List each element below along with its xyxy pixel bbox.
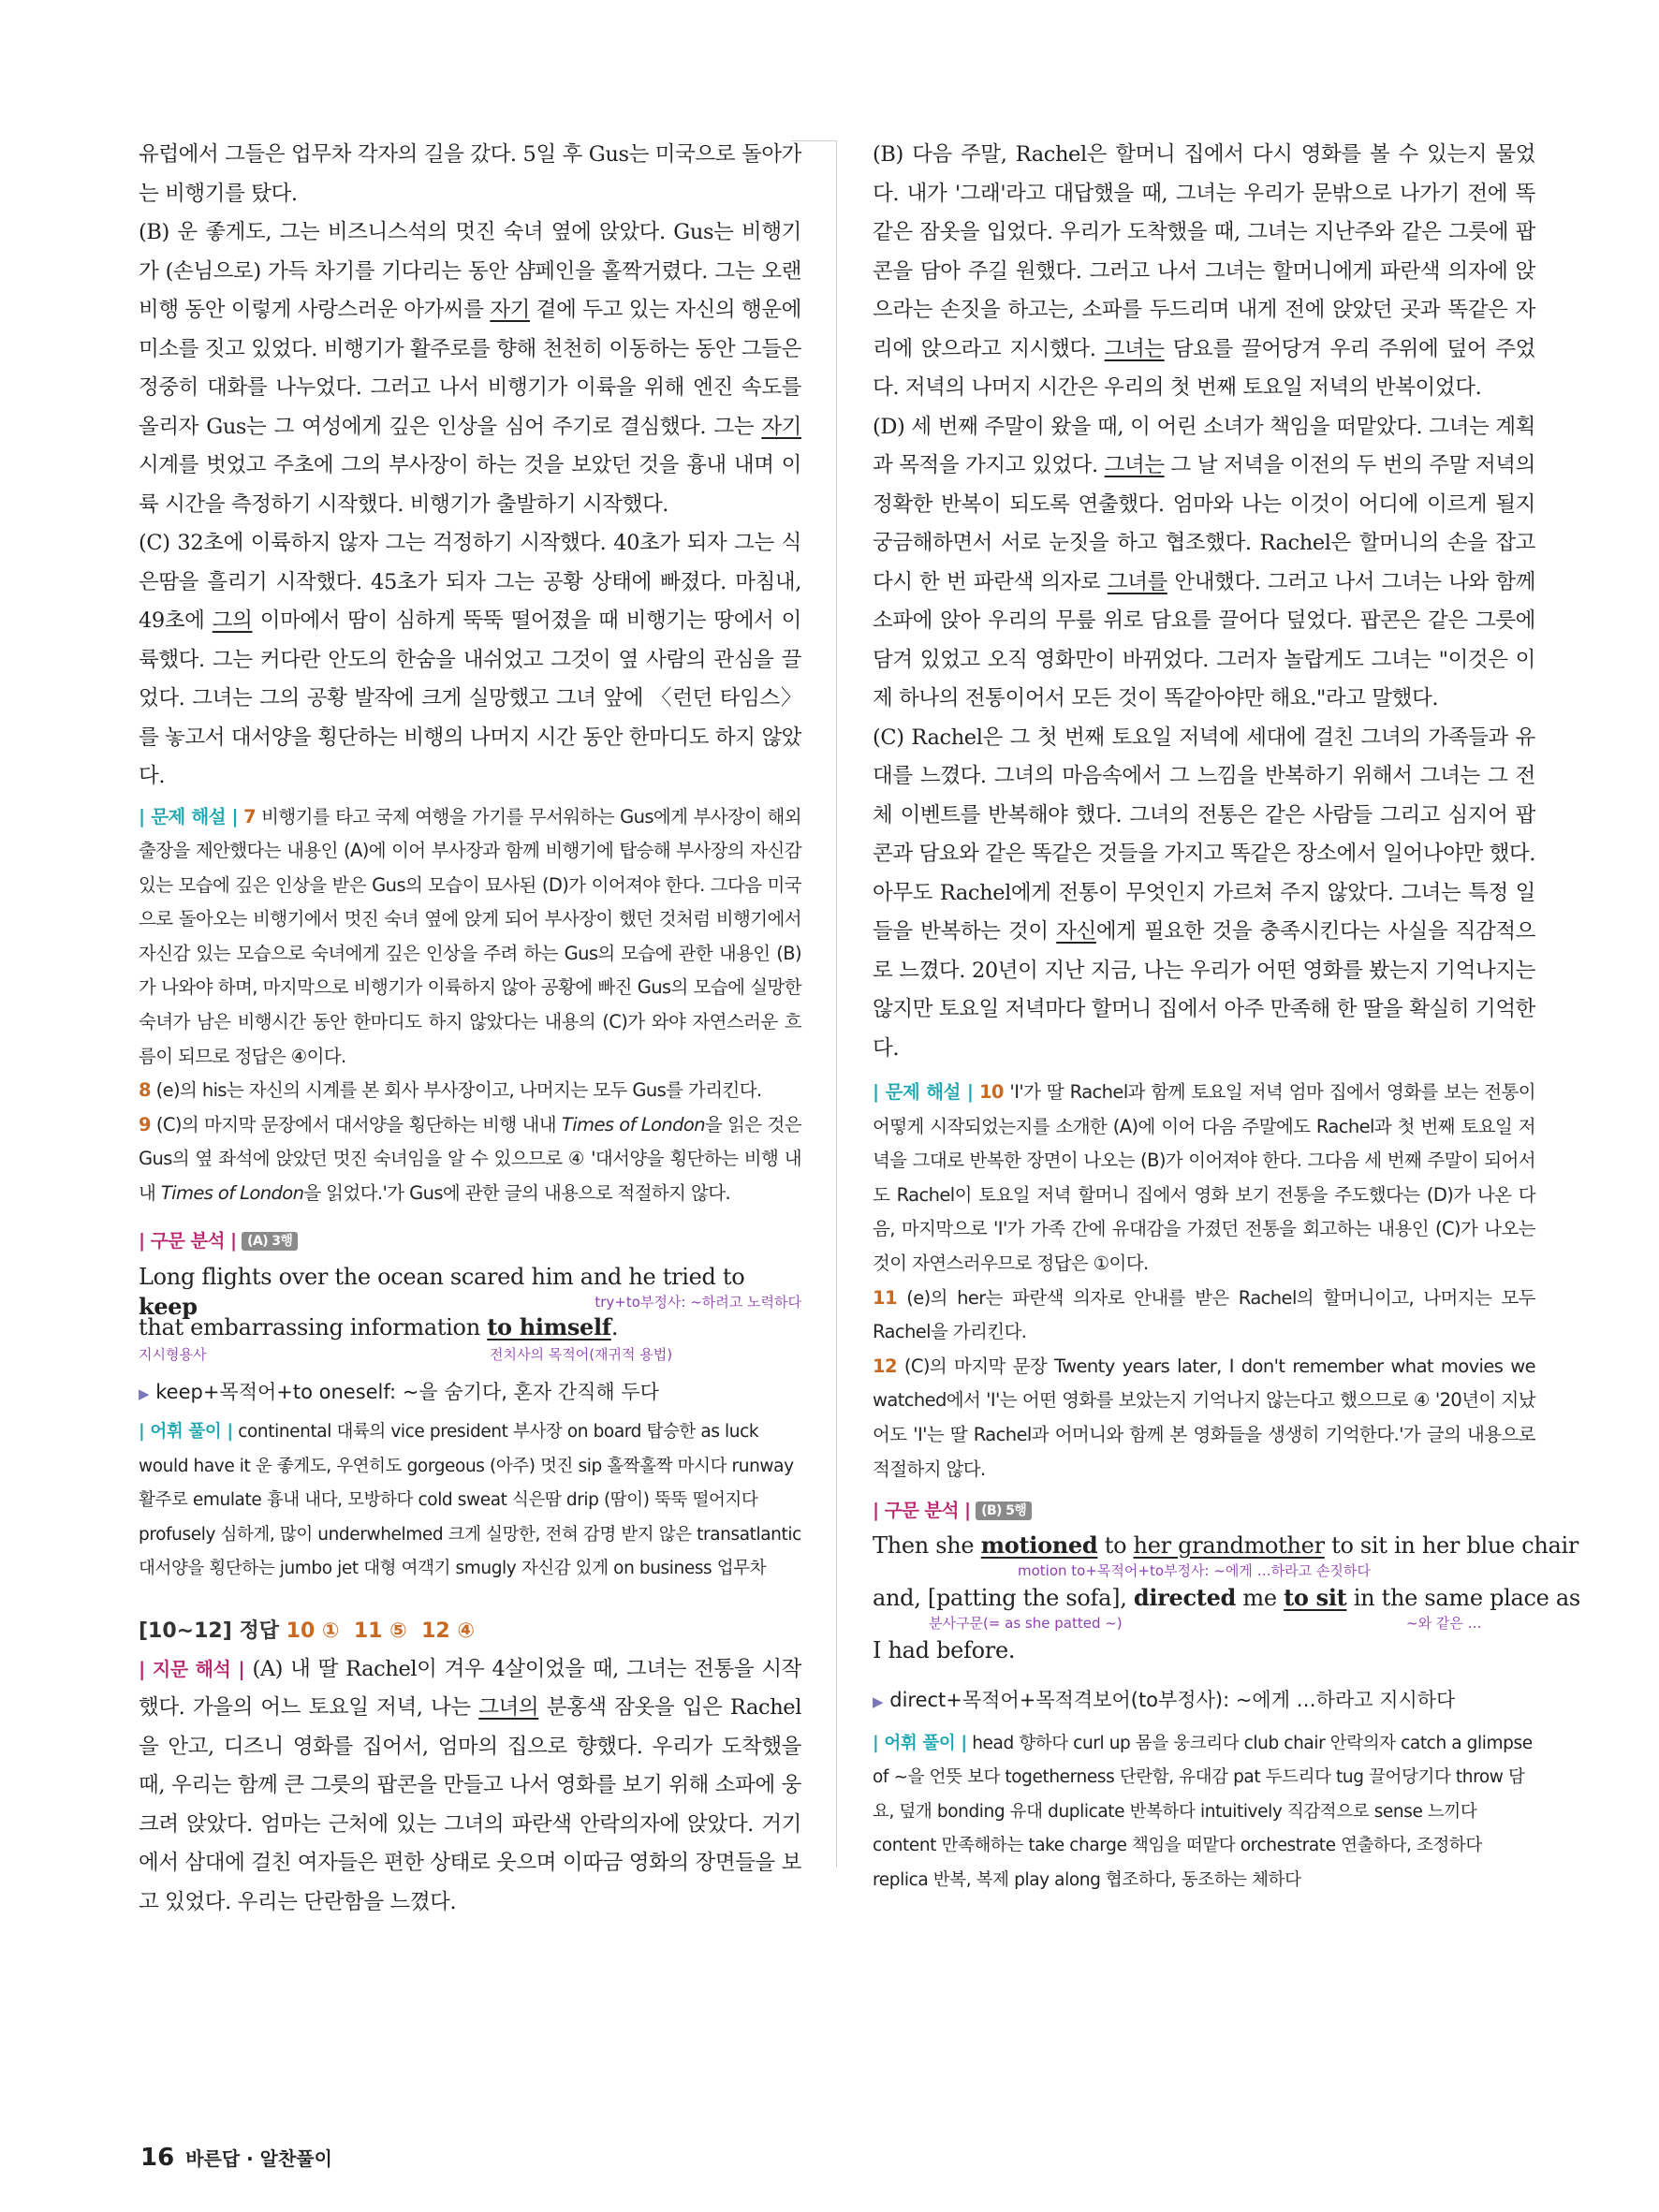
explanation-8: 8 (e)의 his는 자신의 시계를 본 회사 부사장이고, 나머지는 모두 Gus를 가리킨다. <box>139 1079 762 1102</box>
syntax-example <box>139 1258 801 1370</box>
explanation-7: | 문제 해설 | 7 비행기를 타고 국제 여행을 가기를 무서워하는 Gus에게 부사장이 해외 출장을 제안했다는 내용인 (A)에 이어 부사장과 함께 비행기에 탑승해 부사장의 자신감 있는 모습에 깊은 인상을 받은 Gus의 모습이 묘사된 (D)가 이어져야 한다. 그다음 미국으로 돌아오는 비행기에서 멋진 숙녀 옆에 앉게 되어 부사장이 했던 것처럼 비행기에서 자신감 있는 모습으로 숙녀에게 깊은 인상을 주려 하는 Gus의 모습에 관한 내용인 (B)가 나와야 하며, 마지막으로 비행기가 이륙하지 않아 공황에 빠진 Gus의 모습에 실망한 숙녀가 남은 비행시간 동안 한마디도 하지 않았다는 내용의 (C)가 와야 자연스러운 흐름이 되므로 정답은 ④이다. <box>139 805 801 1067</box>
page-number: 16 <box>140 2144 175 2172</box>
syntax-rule: ▶ keep+목적어+to oneself: ~을 숨기다, 혼자 간직해 두다 <box>139 1381 659 1404</box>
syntax-annotation: motion to+목적어+to부정사: ~에게 …하라고 손짓하다 <box>1018 1561 1371 1579</box>
left-column <box>139 136 801 1922</box>
syntax-heading: | 구문 분석 | (A) 3행 <box>139 1224 801 1259</box>
syntax-annotation: 전치사의 목적어(재귀적 용법) <box>490 1346 673 1364</box>
translation-paragraph-d: (D) 세 번째 주말이 왔을 때, 이 어린 소녀가 책임을 떠맡았다. 그녀는 계획과 목적을 가지고 있었다. 그녀는 그 날 저녁을 이전의 두 번의 주말 저녁의 정확한 반복이 되도록 연출했다. 엄마와 나는 이것이 어디에 이르게 될지 궁금해하면서 서로 눈짓을 하고 협조했다. Rachel은 할머니의 손을 잡고 다시 한 번 파란색 의자로 그녀를 안내했다. 그러고 나서 그녀는 나와 함께 소파에 앉아 우리의 무릎 위로 담요를 끌어다 덮었다. 팝콘은 같은 그릇에 담겨 있었고 오직 영화만이 바뀌었다. 그러자 놀랍게도 그녀는 "이것은 이제 하나의 전통이어서 모든 것이 똑같아야만 해요."라고 말했다. <box>873 414 1535 710</box>
book-title: 바른답 · 알찬풀이 <box>185 2147 332 2170</box>
triangle-right-icon: ▶ <box>873 1692 884 1710</box>
page-footer <box>140 2144 332 2172</box>
column-divider <box>836 140 837 1868</box>
line-badge: (A) 3행 <box>242 1232 298 1251</box>
syntax-heading: | 구문 분석 | (B) 5행 <box>873 1494 1535 1529</box>
syntax-rule: ▶ direct+목적어+목적격보어(to부정사): ~에게 …하라고 지시하다 <box>873 1688 1456 1711</box>
translation-paragraph-c: (C) Rachel은 그 첫 번째 토요일 저녁에 세대에 걸친 그녀의 가족들과 유대를 느꼈다. 그녀의 마음속에서 그 느낌을 반복하기 위해서 그녀는 그 전체 이벤트를 반복해야 했다. 그녀의 전통은 같은 사람들 그리고 심지어 팝콘과 담요와 같은 똑같은 것들을 가지고 똑같은 장소에서 일어나야만 했다. 아무도 Rachel에게 전통이 무엇인지 가르쳐 주지 않았다. 그녀는 특정 일들을 반복하는 것이 자신에게 필요한 것을 충족시킨다는 사실을 직감적으로 느꼈다. 20년이 지난 지금, 나는 우리가 어떤 영화를 봤는지 기억나지는 않지만 토요일 저녁마다 할머니 집에서 아주 만족해 한 딸을 확실히 기억한다. <box>873 725 1536 1061</box>
explanation-12: 12 (C)의 마지막 문장 Twenty years later, I don't remember what movies we watched에서 'I'는 어떤 영화를 보았는지 기억나지 않는다고 했으므로 ④ '20년이 지났어도 'I'는 딸 Rachel과 어머니와 함께 본 영화들을 생생히 기억한다.'가 글의 내용으로 적절하지 않다. <box>873 1355 1535 1480</box>
syntax-annotation: ~와 같은 … <box>1406 1614 1482 1632</box>
syntax-line-2: and, [patting the sofa], directed me to sit in the same place as <box>873 1583 1580 1611</box>
syntax-annotation: try+to부정사: ~하려고 노력하다 <box>595 1294 801 1311</box>
syntax-example <box>873 1529 1580 1678</box>
translation-paragraph-a: | 지문 해석 | (A) 내 딸 Rachel이 겨우 4살이었을 때, 그녀는 전통을 시작했다. 가을의 어느 토요일 저녁, 나는 그녀의 분홍색 잠옷을 입은 Rachel을 안고, 디즈니 영화를 집어서, 엄마의 집으로 향했다. 우리가 도착했을 때, 우리는 함께 큰 그릇의 팝콘을 만들고 나서 영화를 보기 위해 소파에 웅크려 앉았다. 엄마는 근처에 있는 그녀의 파란색 안락의자에 앉았다. 거기에서 삼대에 걸친 여자들은 편한 상태로 웃으며 이따금 영화의 장면들을 보고 있었다. 우리는 단란함을 느꼈다. <box>139 1656 801 1914</box>
triangle-right-icon: ▶ <box>139 1385 150 1403</box>
translation-paragraph-b: (B) 다음 주말, Rachel은 할머니 집에서 다시 영화를 볼 수 있는지 물었다. 내가 '그래'라고 대답했을 때, 그녀는 우리가 문밖으로 나가기 전에 똑같은 잠옷을 입었다. 우리가 도착했을 때, 그녀는 지난주와 같은 그릇에 팝콘을 담아 주길 원했다. 그러고 나서 그녀는 할머니에게 파란색 의자에 앉으라는 손짓을 하고는, 소파를 두드리며 내게 전에 앉았던 곳과 똑같은 자리에 앉으라고 지시했다. 그녀는 담요를 끌어당겨 우리 주위에 덮어 주었다. 저녁의 나머지 시간은 우리의 첫 번째 토요일 저녁의 반복이었다. <box>873 142 1535 400</box>
vocabulary: | 어휘 풀이 | head 향하다 curl up 몸을 웅크리다 club chair 안락의자 catch a glimpse of ~을 언뜻 보다 togetherness 단란함, 유대감 pat 두드리다 tug 끌어당기다 throw 담요, 덮개 bonding 유대 duplicate 반복하다 intuitively 직감적으로 sense 느끼다 content 만족해하는 take charge 책임을 떠맡다 orchestrate 연출하다, 조정하다 replica 반복, 복제 play along 협조하다, 동조하는 체하다 <box>873 1733 1533 1890</box>
translation-paragraph-c: (C) 32초에 이륙하지 않자 그는 걱정하기 시작했다. 40초가 되자 그는 식은땀을 흘리기 시작했다. 45초가 되자 그는 공황 상태에 빠졌다. 마침내, 49초에 그의 이마에서 땀이 심하게 뚝뚝 떨어졌을 때 비행기는 땅에서 이륙했다. 그는 커다란 안도의 한숨을 내쉬었고 그것이 옆 사람의 관심을 끌었다. 그녀는 그의 공황 발작에 크게 실망했고 그녀 앞에 〈런던 타임스〉를 놓고서 대서양을 횡단하는 비행의 나머지 시간 동안 한마디도 하지 않았다. <box>139 531 801 788</box>
right-column <box>873 136 1580 1897</box>
syntax-line-2: that embarrassing information to himself. <box>139 1313 619 1341</box>
explanation-label: | 문제 해설 | <box>139 805 238 828</box>
syntax-annotation: 지시형용사 <box>139 1346 207 1364</box>
explanation-11: 11 (e)의 her는 파란색 의자로 안내를 받은 Rachel의 할머니이고, 나머지는 모두 Rachel을 가리킨다. <box>873 1286 1535 1343</box>
explanation-9: 9 (C)의 마지막 문장에서 대서양을 횡단하는 비행 내내 Times of London을 읽은 것은 Gus의 옆 좌석에 앉았던 멋진 숙녀임을 알 수 있으므로 ④ '대서양을 횡단하는 비행 내내 Times of London을 읽었다.'가 Gus에 관한 글의 내용으로 적절하지 않다. <box>139 1113 801 1205</box>
translation-paragraph: 유럽에서 그들은 업무차 각자의 길을 갔다. 5일 후 Gus는 미국으로 돌아가는 비행기를 탔다. <box>139 142 801 206</box>
answer-key: [10~12] 정답 10 ① 11 ⑤ 12 ④ <box>139 1619 476 1643</box>
vocabulary: | 어휘 풀이 | continental 대륙의 vice president 부사장 on board 탑승한 as luck would have it 운 좋게도, 우연히도 gorgeous (아주) 멋진 sip 홀짝홀짝 마시다 runway 활주로 emulate 흉내 내다, 모방하다 cold sweat 식은땀 drip (땀이) 뚝뚝 떨어지다 profusely 심하게, 많이 underwhelmed 크게 실망한, 전혀 감명 받지 않은 transatlantic 대서양을 횡단하는 jumbo jet 대형 여객기 smugly 자신감 있게 on business 업무차 <box>139 1422 801 1579</box>
syntax-line-1: Long flights over the ocean scared him and he tried to keep <box>139 1264 745 1321</box>
explanation-10: | 문제 해설 | 10 'I'가 딸 Rachel과 함께 토요일 저녁 엄마 집에서 영화를 보는 전통이 어떻게 시작되었는지를 소개한 (A)에 이어 다음 주말에도 Rachel과 첫 번째 토요일 저녁을 그대로 반복한 장면이 나오는 (B)가 이어져야 한다. 그다음 세 번째 주말이 되어서도 Rachel이 토요일 저녁 할머니 집에서 영화 보기 전통을 주도했다는 (D)가 나온 다음, 마지막으로 'I'가 가족 간에 유대감을 가졌던 전통을 회고하는 내용인 (C)가 나오는 것이 자연스러우므로 정답은 ①이다. <box>873 1081 1535 1274</box>
translation-paragraph-b: (B) 운 좋게도, 그는 비즈니스석의 멋진 숙녀 옆에 앉았다. Gus는 비행기가 (손님으로) 가득 차기를 기다리는 동안 샴페인을 홀짝거렸다. 그는 오랜 비행 동안 이렇게 사랑스러운 아가씨를 자기 곁에 두고 있는 자신의 행운에 미소를 짓고 있었다. 비행기가 활주로를 향해 천천히 이동하는 동안 그들은 정중히 대화를 나누었다. 그러고 나서 비행기가 이륙을 위해 엔진 속도를 올리자 Gus는 그 여성에게 깊은 인상을 심어 주기로 결심했다. 그는 자기 시계를 벗었고 주초에 그의 부사장이 하는 것을 보았던 것을 흉내 내며 이륙 시간을 측정하기 시작했다. 비행기가 출발하기 시작했다. <box>139 220 802 517</box>
syntax-line-1: Then she motioned to her grandmother to sit in her blue chair <box>873 1531 1579 1559</box>
syntax-annotation: 분사구문(= as she patted ~) <box>929 1614 1123 1632</box>
syntax-line-3: I had before. <box>873 1636 1016 1663</box>
line-badge: (B) 5행 <box>976 1502 1032 1520</box>
